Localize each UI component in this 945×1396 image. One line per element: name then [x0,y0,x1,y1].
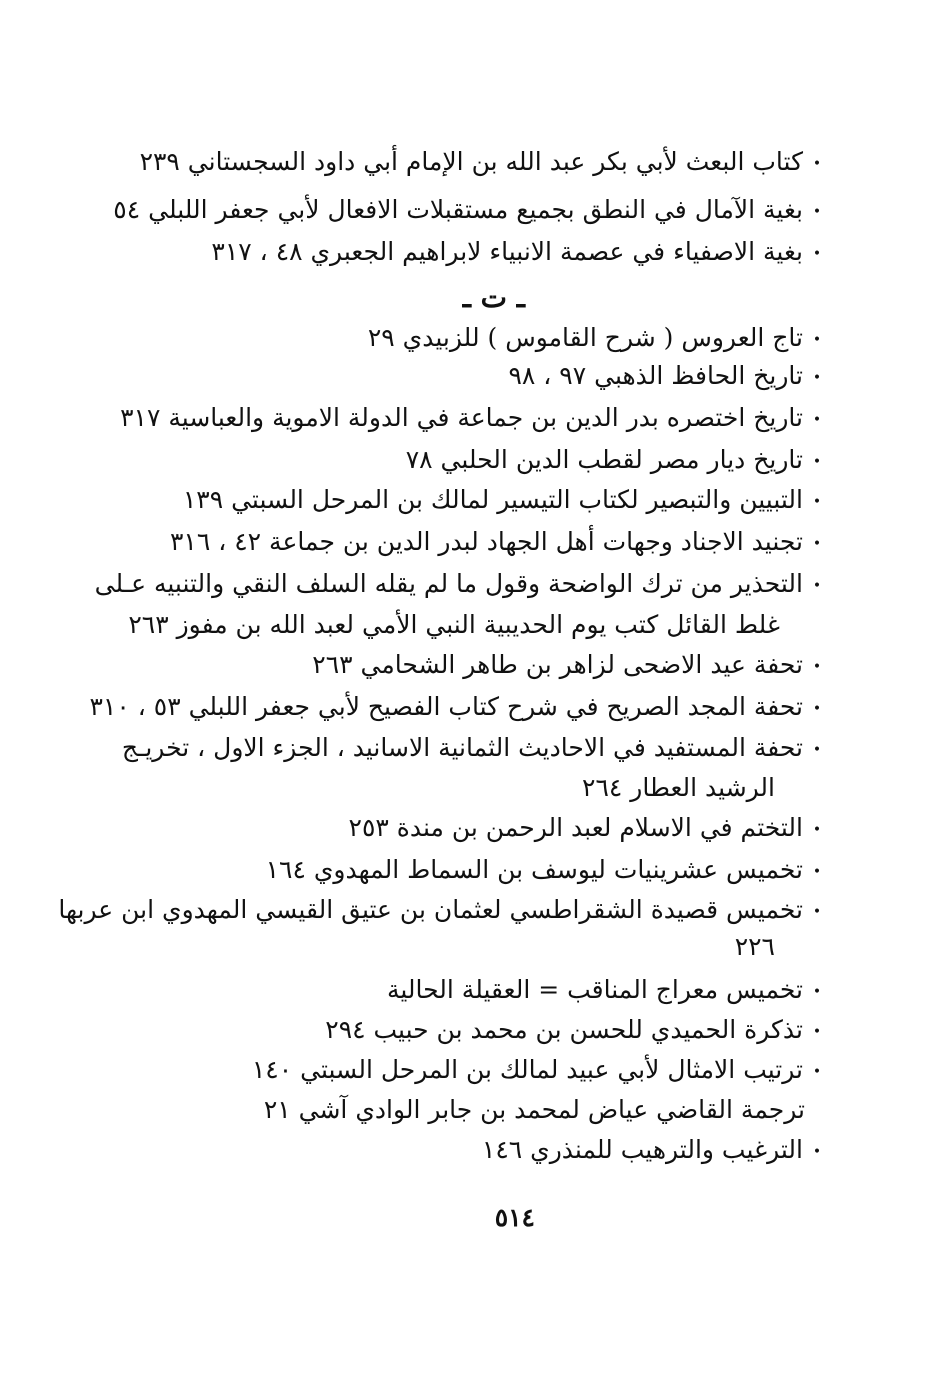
index-entry [252,1050,825,1090]
bullet-icon: • [812,1143,822,1160]
index-entry [211,232,825,272]
bullet-icon: • [812,245,822,262]
entry-text: تحفة عيد الاضحى لزاهر بن طاهر الشحامي ٢٦٣ [312,650,803,679]
entry-text: تاريخ الحافظ الذهبي ٩٧ ، ٩٨ [508,361,803,390]
bullet-icon: • [812,983,822,1000]
entry-text: تاج العروس ( شرح القاموس ) للزبيدي ٢٩ [367,323,803,352]
entry-text: تذكرة الحميدي للحسن بن محمد بن حبيب ٢٩٤ [325,1015,803,1044]
index-entry-continuation [128,605,780,645]
bullet-icon: • [812,203,822,220]
index-entry [508,356,825,396]
entry-text: التحذير من ترك الواضحة وقول ما لم يقله السلف النقي والتنبيه عـلى [94,569,803,598]
index-entry [368,318,825,358]
entry-text: بغية الآمال في النطق بجميع مستقبلات الافعال لأبي جعفر اللبلي ٥٤ [113,195,803,224]
index-entry [90,687,826,727]
bullet-icon: • [812,863,822,880]
bullet-icon: • [812,453,822,470]
bullet-icon: • [812,155,822,172]
entry-text: تخميس معراج المناقب = العقيلة الحالية [386,975,803,1004]
entry-text: تحفة المستفيد في الاحاديث الثمانية الاسانيد ، الجزء الاول ، تخريـج [121,733,803,762]
bullet-icon: • [812,1063,822,1080]
bullet-icon: • [812,821,822,838]
entry-text: تاريخ ديار مصر لقطب الدين الحلبي ٧٨ [405,445,803,474]
index-entry [58,890,825,930]
entry-text: ٢٢٦ [734,932,775,961]
index-entry [264,1090,805,1130]
index-entry [312,645,825,685]
index-entry [266,850,825,890]
index-entry [387,970,825,1010]
entry-text: التبيين والتبصير لكتاب التيسير لمالك بن المرحل السبتي ١٣٩ [182,485,803,514]
entry-text: تحفة المجد الصريح في شرح كتاب الفصيح لأبي جعفر اللبلي ٥٣ ، ٣١٠ [89,692,803,721]
section-heading: ـ ت ـ [462,281,525,314]
index-entry-continuation [735,927,775,967]
index-entry [113,190,825,230]
index-entry [95,564,825,604]
page-number: ٥١٤ [494,1203,535,1232]
entry-text: تجنيد الاجناد وجهات أهل الجهاد لبدر الدين بن جماعة ٤٢ ، ٣١٦ [169,527,803,556]
index-entry [325,1010,825,1050]
bullet-icon: • [812,1023,822,1040]
index-entry [170,522,825,562]
index-entry [140,142,825,182]
bullet-icon: • [812,700,822,717]
bullet-icon: • [812,741,822,758]
entry-text: كتاب البعث لأبي بكر عبد الله بن الإمام أبي داود السجستاني ٢٣٩ [139,147,803,176]
bullet-icon: • [812,658,822,675]
bullet-icon: • [812,535,822,552]
entry-text: تخميس عشرينيات ليوسف بن السماط المهدوي ١٦٤ [265,855,803,884]
entry-text: بغية الاصفياء في عصمة الانبياء لابراهيم الجعبري ٤٨ ، ٣١٧ [211,237,803,266]
entry-text: تخميس قصيدة الشقراطسي لعثمان بن عتيق القيسي المهدوي ابن عربها [58,895,803,924]
entry-text: غلط القائل كتب يوم الحديبية النبي الأمي لعبد الله بن مفوز ٢٦٣ [128,610,780,639]
bullet-icon: • [812,331,822,348]
index-entry [349,808,825,848]
entry-text: التختم في الاسلام لعبد الرحمن بن مندة ٢٥٣ [348,813,803,842]
index-entry [120,398,825,438]
entry-text: تاريخ اختصره بدر الدين بن جماعة في الدولة الاموية والعباسية ٣١٧ [120,403,803,432]
index-entry-continuation [582,768,775,808]
bullet-icon: • [812,577,822,594]
entry-text: الرشيد العطار ٢٦٤ [582,773,775,802]
index-entry [482,1130,825,1170]
entry-text: الترغيب والترهيب للمنذري ١٤٦ [481,1135,803,1164]
index-entry [122,728,825,768]
index-entry [183,480,825,520]
bullet-icon: • [812,411,822,428]
index-entry [406,440,825,480]
entry-text: ترجمة القاضي عياض لمحمد بن جابر الوادي آشي ٢١ [263,1095,805,1124]
bullet-icon: • [812,903,822,920]
bullet-icon: • [812,493,822,510]
bullet-icon: • [812,369,822,386]
entry-text: ترتيب الامثال لأبي عبيد لمالك بن المرحل السبتي ١٤٠ [251,1055,803,1084]
